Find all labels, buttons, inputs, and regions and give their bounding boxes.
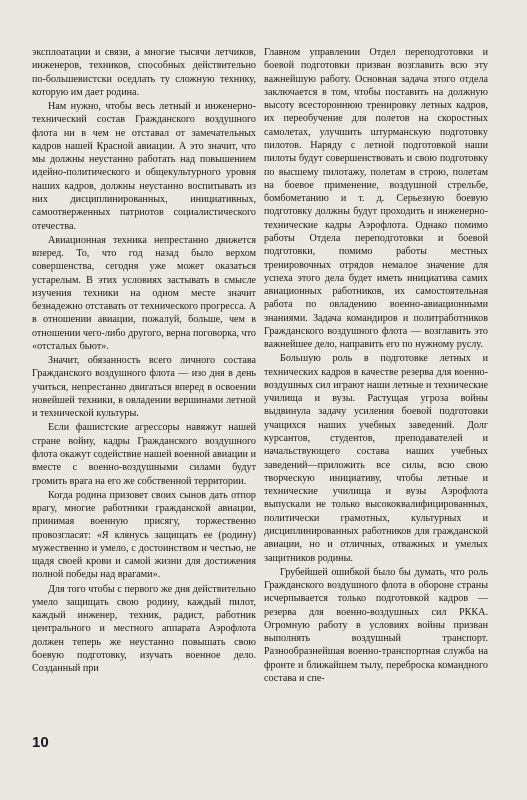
paragraph: Большую роль в подготовке летных и технических кадров в качестве резерва для военно-воздушных сил играют наши летные и технические училища и вузы. Растущая угроза войны выдвинула задачу усиления боевой подготовки учащихся наших учебных заведений. Долг курсантов, студентов, преподавателей и начальствующего состава наших учебных заведений—приложить все силы, всю свою творческую инициативу, чтобы летные и технические училища и вузы Аэрофлота выпускали не только высококвалифицированных, политически грамотных, культурных и дисциплинированных работников для гражданской авиации, но и отличных, отважных и умелых защитников родины. [264,353,488,564]
paragraph: Авиационная техника непрестанно движется вперед. То, что год назад было верхом совершенства, сегодня уже может оказаться устарелым. В этих условиях застывать в смысле изучения техники на одном месте значит безнадежно отставать от технического прогресса. А в отношении авиации, пожалуй, больше, чем в отношении чего-либо другого, верна поговорка, что «отсталых бьют». [32,234,257,352]
paragraph: Для того чтобы с первого же дня действительно умело защищать свою родину, каждый пилот, каждый инженер, техник, радист, работник центрального и местного аппарата Аэрофлота должен теперь же неустанно повышать свою боевую подготовку, изучать военное дело. Созданный при [32,583,256,675]
paragraph: Когда родина призовет своих сынов дать отпор врагу, многие работники гражданской авиации, принимая военную присягу, торжественно провозгласят: «Я клянусь защищать ее (родину) мужественно и умело, с достоинством и честью, не щадя своей крови и самой жизни для достижения полной победы над врагами». [32,489,256,581]
right-text-column [264,46,488,685]
page-number: 10 [32,734,49,751]
paragraph: Если фашистские агрессоры навяжут нашей стране войну, кадры Гражданского воздушного флота окажут содействие нашей военной авиации и вместе с военно-воздушными силами будут громить врага на его же собственной территории. [32,422,256,487]
paragraph: эксплоатации и связи, а многие тысячи летчиков, инженеров, техников, способных действительно по-большевистски оседлать ту сложную технику, которую им дает родина. [32,47,256,98]
paragraph: Главном управлении Отдел переподготовки и боевой подготовки призван возглавить всю эту важнейшую работу. Основная задача этого отдела заключается в том, чтобы поставить на должную высоту всестороннюю тренировку летных кадров, их переобучение для полетов на скоростных самолетах, улучшить штурманскую подготовку пилотов. Наряду с летной подготовкой наши пилоты будут совершенствовать и свою подготовку по высшему пилотажу, полетам в строю, полетам на боевое применение, воздушной стрельбе, бомбометанию и т. д. Серьезную боевую подготовку должны будут проходить и инженерно-технические кадры Аэрофлота. Однако помимо работы Отдела переподготовки и боевой подготовки, помимо работы местных тренировочных отрядов немалое значение для успеха этого дела будет иметь инициатива самих авиационных работников, их самостоятельная работа по овладению военно-авиационными знаниями. Задача командиров и политработников Гражданского воздушного флота — возглавить это важнейшее дело, направить его по нужному руслу. [264,47,488,351]
paragraph: Значит, обязанность всего личного состава Гражданского воздушного флота — изо дня в день учиться, непрестанно двигаться вперед в освоении новейшей техники, в овладении вершинами летной и технической культуры. [32,355,256,420]
paragraph: Нам нужно, чтобы весь летный и инженерно-технический состав Гражданского воздушного флота ни в чем не отставал от замечательных кадров нашей Красной авиации. А это значит, что мы должны неустанно работать над повышением идейно-политического и общекультурного уровня наших кадров, должны неустанно воспитывать из них дисциплинированных, инициативных, самоотверженных патриотов социалистического отечества. [32,101,256,232]
paragraph: Грубейшей ошибкой было бы думать, что роль Гражданского воздушного флота в обороне страны исчерпывается только подготовкой кадров — резерва для военно-воздушных сил РККА. Огромную работу в условиях войны призван выполнять воздушный транспорт. Разнообразнейшая военно-транспортная служба на фронте и ближайшем тылу, переброска командного состава и спе- [264,566,488,684]
left-text-column [32,46,256,676]
